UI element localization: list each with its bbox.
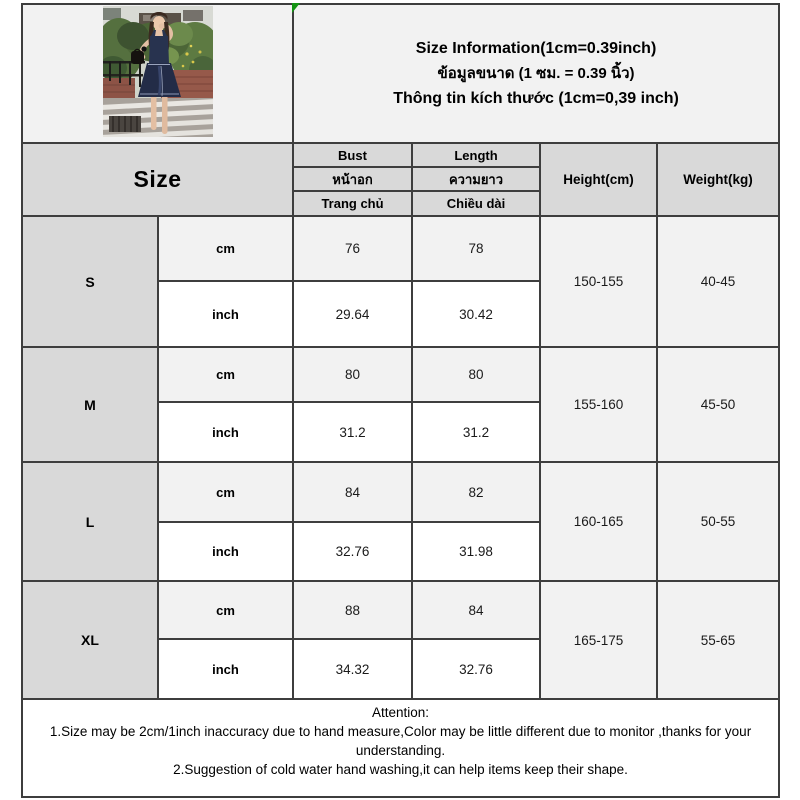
row-m-unit-inch: inch: [158, 402, 293, 462]
header-bust-th: หน้าอก: [293, 167, 412, 191]
row-l-inch-length: 31.98: [412, 522, 540, 581]
product-model-photo: [103, 6, 213, 137]
row-l-weight: 50-55: [657, 462, 779, 581]
row-m-inch-bust: 31.2: [293, 402, 412, 462]
title-line-en: Size Information(1cm=0.39inch): [415, 40, 657, 57]
row-xl-inch-length: 32.76: [412, 639, 540, 699]
photo-cell: [22, 4, 293, 143]
row-l-cm-length: 82: [412, 462, 540, 522]
row-l-unit-inch: inch: [158, 522, 293, 581]
row-l-unit-cm: cm: [158, 462, 293, 522]
row-s-inch-bust: 29.64: [293, 281, 412, 347]
row-xl-size: XL: [22, 581, 158, 699]
header-bust-en: Bust: [293, 143, 412, 167]
header-bust-vi: Trang chủ: [293, 191, 412, 216]
header-size: Size: [22, 143, 293, 216]
row-s-unit-cm: cm: [158, 216, 293, 281]
row-xl-unit-inch: inch: [158, 639, 293, 699]
row-xl-height: 165-175: [540, 581, 657, 699]
attention-title: Attention:: [372, 705, 430, 720]
row-s-height: 150-155: [540, 216, 657, 347]
row-m-inch-length: 31.2: [412, 402, 540, 462]
header-length-en: Length: [412, 143, 540, 167]
attention-cell: [22, 699, 779, 797]
title-line-vi: Thông tin kích thước (1cm=0,39 inch): [393, 90, 679, 107]
row-l-inch-bust: 32.76: [293, 522, 412, 581]
row-s-cm-length: 78: [412, 216, 540, 281]
attention-line-1: 1.Size may be 2cm/1inch inaccuracy due to hand measure,Color may be little different due to monitor ,thanks for your understanding.: [49, 724, 752, 758]
row-s-unit-inch: inch: [158, 281, 293, 347]
title-cell: [293, 4, 779, 143]
header-weight: Weight(kg): [657, 143, 779, 216]
row-m-weight: 45-50: [657, 347, 779, 462]
row-s-cm-bust: 76: [293, 216, 412, 281]
header-length-vi: Chiều dài: [412, 191, 540, 216]
row-m-height: 155-160: [540, 347, 657, 462]
row-xl-cm-bust: 88: [293, 581, 412, 639]
row-m-size: M: [22, 347, 158, 462]
row-l-size: L: [22, 462, 158, 581]
row-l-cm-bust: 84: [293, 462, 412, 522]
row-xl-cm-length: 84: [412, 581, 540, 639]
row-xl-weight: 55-65: [657, 581, 779, 699]
size-chart-table: [21, 3, 780, 798]
title-line-th: ข้อมูลขนาด (1 ซม. = 0.39 นิ้ว): [437, 65, 635, 82]
row-m-cm-bust: 80: [293, 347, 412, 402]
header-length-th: ความยาว: [412, 167, 540, 191]
row-xl-unit-cm: cm: [158, 581, 293, 639]
row-s-inch-length: 30.42: [412, 281, 540, 347]
header-height: Height(cm): [540, 143, 657, 216]
row-xl-inch-bust: 34.32: [293, 639, 412, 699]
row-m-unit-cm: cm: [158, 347, 293, 402]
row-s-weight: 40-45: [657, 216, 779, 347]
row-s-size: S: [22, 216, 158, 347]
attention-line-2: 2.Suggestion of cold water hand washing,it can help items keep their shape.: [173, 762, 628, 777]
row-l-height: 160-165: [540, 462, 657, 581]
row-m-cm-length: 80: [412, 347, 540, 402]
